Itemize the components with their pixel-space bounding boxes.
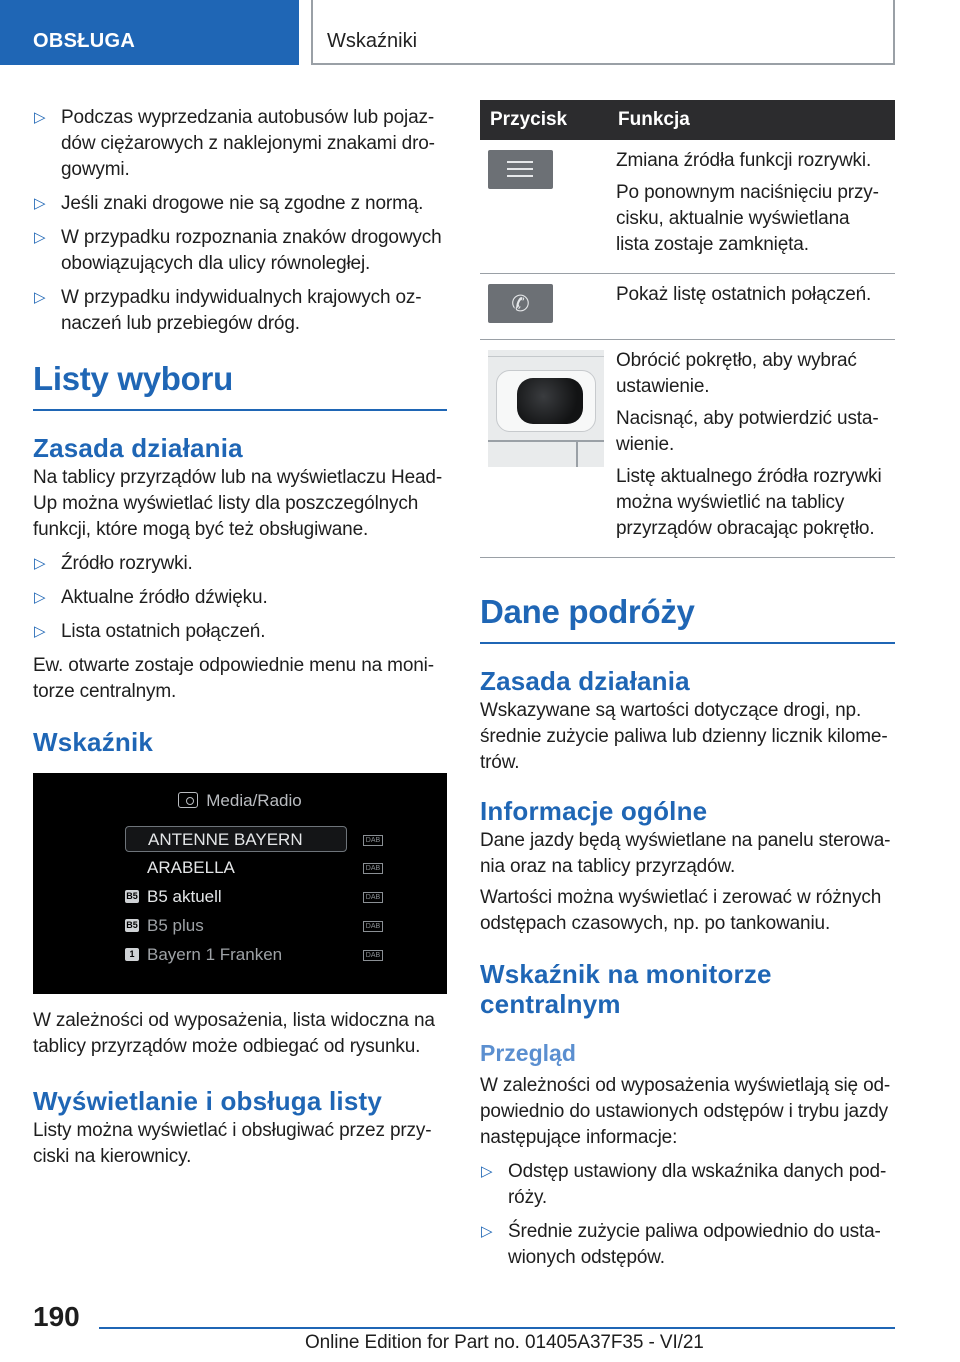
list-item: ▷ W przypadku rozpoznania znaków drogowych obowiązujących dla ulicy równoległej. <box>34 227 442 274</box>
heading-central-monitor: Wskaźnik na monitorze centralnym <box>480 959 772 1019</box>
screen-list-item: B5 B5 aktuell DAB <box>125 884 347 910</box>
triangle-bullet-icon: ▷ <box>34 229 46 246</box>
footer-divider <box>99 1327 895 1329</box>
page-number: 190 <box>33 1301 80 1332</box>
heading-overview: Przegląd <box>480 1040 576 1066</box>
instrument-display-image <box>33 773 447 994</box>
buttons-table <box>480 100 895 558</box>
column-header: Przycisk <box>480 100 608 140</box>
dab-badge: DAB <box>363 921 383 932</box>
heading-principle: Zasada działania <box>33 433 243 463</box>
thumbwheel-image <box>488 350 604 467</box>
heading-general-info: Informacje ogólne <box>480 796 708 826</box>
list-item: ▷ Średnie zużycie paliwa odpowiednio do usta-wionych odstępów. <box>481 1221 881 1268</box>
triangle-bullet-icon: ▷ <box>34 555 46 572</box>
table-row: Zmiana źródła funkcji rozrywki. Po ponownym naciśnięciu przy-cisku, aktualnie wyświetlana lista zostaje zamknięta. <box>480 140 895 274</box>
section-tab: OBSŁUGA <box>0 0 299 65</box>
general-text-2: Wartości można wyświetlać i zerować w różnych odstępach czasowych, np. po tankowaniu. <box>480 887 882 934</box>
dab-badge: DAB <box>363 892 383 903</box>
left-column <box>33 100 447 1175</box>
table-header-row <box>480 100 895 140</box>
station-logo: B5 <box>126 891 138 901</box>
limits-list <box>33 105 447 337</box>
chapter-title: Wskaźniki <box>311 0 895 65</box>
heading-selection-lists: Listy wyboru <box>33 359 447 411</box>
list-item: ▷ Podczas wyprzedzania autobusów lub pojaz-dów ciężarowych z naklejonymi znakami dro-gowymi. <box>34 107 435 180</box>
dab-badge: DAB <box>363 863 383 874</box>
principle-text: Na tablicy przyrządów lub na wyświetlaczu Head-Up można wyświetlać listy dla poszczególnych funkcji, które mogą być też obsługiwane. <box>33 467 443 540</box>
heading-indicator: Wskaźnik <box>33 727 154 757</box>
column-header: Funkcja <box>608 100 895 140</box>
table-row: Obrócić pokrętło, aby wybrać ustawienie. Nacisnąć, aby potwierdzić usta-wienie. Listę aktualnego źródła rozrywki można wyświetlić na tablicy przyrządów obracając pokrętło. <box>480 340 895 558</box>
list-item: ▷ W przypadku indywidualnych krajowych oz-naczeń lub przebiegów dróg. <box>34 287 422 334</box>
heading-display-operation: Wyświetlanie i obsługa listy <box>33 1086 382 1116</box>
triangle-bullet-icon: ▷ <box>481 1223 493 1240</box>
screen-title: Media/Radio <box>33 791 447 811</box>
principle-note: Ew. otwarte zostaje odpowiednie menu na moni-torze centralnym. <box>33 655 434 702</box>
edition-note: Online Edition for Part no. 01405A37F35 - VI/21 <box>305 1332 704 1353</box>
sources-list <box>33 551 447 645</box>
triangle-bullet-icon: ▷ <box>34 589 46 606</box>
screen-list-item: ARABELLA DAB <box>125 855 347 881</box>
indicator-note: W zależności od wyposażenia, lista widoczna na tablicy przyrządów może odbiegać od rysunku. <box>33 1010 435 1057</box>
general-text-1: Dane jazdy będą wyświetlane na panelu sterowa-nia oraz na tablicy przyrządów. <box>480 830 891 877</box>
triangle-bullet-icon: ▷ <box>34 195 46 212</box>
dab-badge: DAB <box>363 950 383 961</box>
station-logo: 1 <box>125 948 139 961</box>
list-item: ▷ Źródło rozrywki. <box>33 551 447 577</box>
list-item: ▷ Jeśli znaki drogowe nie są zgodne z normą. <box>33 191 447 217</box>
radio-icon <box>178 792 198 808</box>
list-icon <box>507 161 533 177</box>
screen-list-item: ANTENNE BAYERN DAB <box>125 826 347 852</box>
triangle-bullet-icon: ▷ <box>34 289 46 306</box>
table-row: ✆ Pokaż listę ostatnich połączeń. <box>480 274 895 340</box>
list-item: ▷ Lista ostatnich połączeń. <box>33 619 447 645</box>
screen-list-item: B5 B5 plus DAB <box>125 913 347 939</box>
knob-icon <box>517 378 583 424</box>
display-text: Listy można wyświetlać i obsługiwać przez przy-ciski na kierownicy. <box>33 1120 432 1167</box>
heading-principle: Zasada działania <box>480 666 690 696</box>
dab-badge: DAB <box>363 835 383 846</box>
triangle-bullet-icon: ▷ <box>34 623 46 640</box>
list-item: ▷ Aktualne źródło dźwięku. <box>33 585 447 611</box>
phone-icon: ✆ <box>511 291 530 316</box>
triangle-bullet-icon: ▷ <box>34 109 46 126</box>
station-logo: B5 <box>126 920 138 930</box>
phone-button-image <box>488 284 553 323</box>
list-button-image <box>488 150 553 189</box>
heading-trip-data: Dane podróży <box>480 592 895 644</box>
overview-text: W zależności od wyposażenia wyświetlają się od-powiednio do ustawionych odstępów i trybu jazdy następujące informacje: <box>480 1075 891 1148</box>
overview-list <box>480 1159 895 1271</box>
right-column <box>480 100 895 1279</box>
list-item: ▷ Odstęp ustawiony dla wskaźnika danych pod-róży. <box>481 1161 887 1208</box>
screen-list-item: 1 Bayern 1 Franken DAB <box>125 942 347 968</box>
trip-principle-text: Wskazywane są wartości dotyczące drogi, np. średnie zużycie paliwa lub dzienny licznik kilome-trów. <box>480 700 888 773</box>
triangle-bullet-icon: ▷ <box>481 1163 493 1180</box>
